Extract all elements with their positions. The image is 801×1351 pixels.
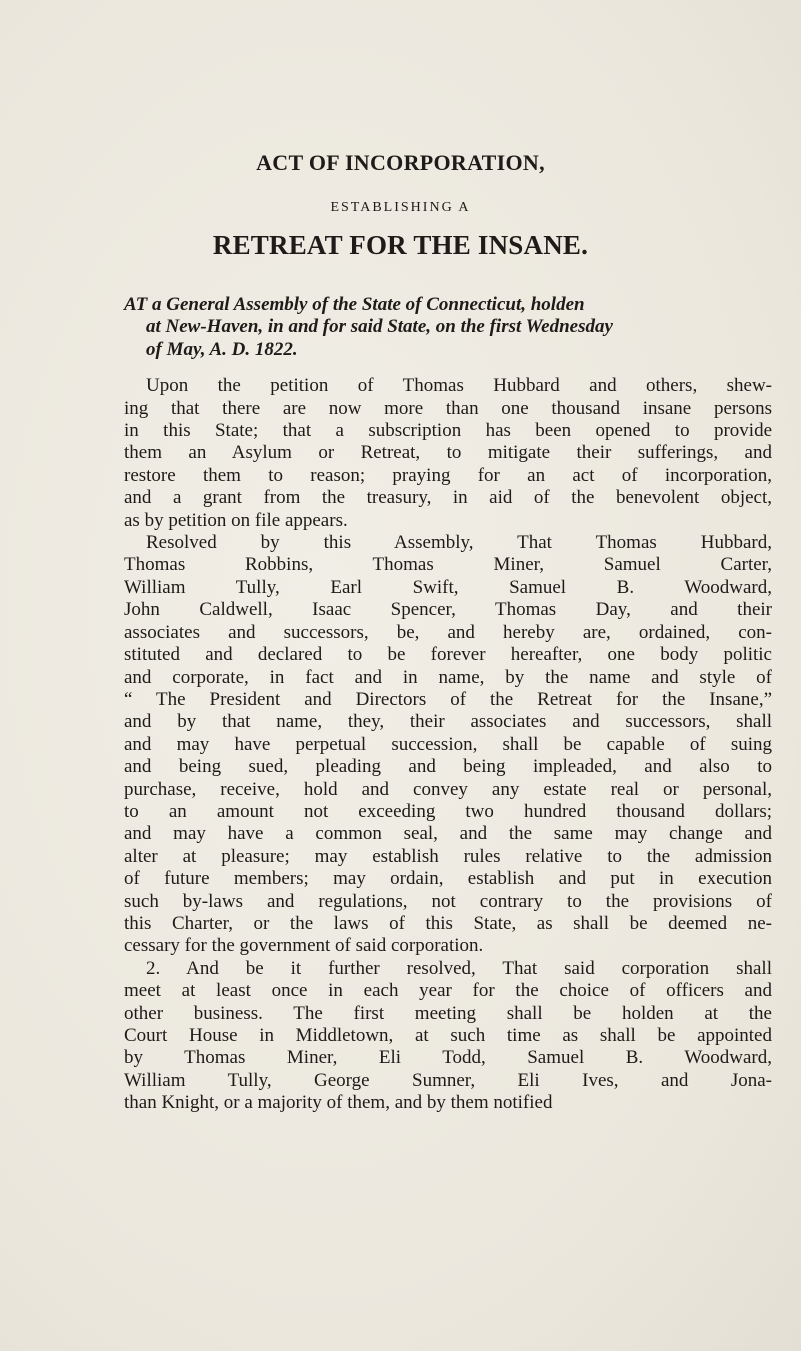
paragraph-line: William Tully, Earl Swift, Samuel B. Woodward,: [124, 576, 772, 598]
paragraph-line: meet at least once in each year for the choice of officers and: [124, 980, 772, 1002]
paragraph-line: as by petition on file appears.: [124, 509, 348, 531]
paragraph-line: this Charter, or the laws of this State, as shall be deemed ne-: [124, 912, 772, 934]
paragraph-line: such by-laws and regulations, not contrary to the provisions of: [124, 890, 772, 912]
paragraph-line: and being sued, pleading and being impleaded, and also to: [124, 756, 772, 778]
paragraph-line: than Knight, or a majority of them, and by them notified: [124, 1092, 553, 1114]
paragraph-line: William Tully, George Sumner, Eli Ives, and Jona-: [124, 1069, 772, 1091]
paragraph-line: John Caldwell, Isaac Spencer, Thomas Day, and their: [124, 599, 772, 621]
preamble-line: AT a General Assembly of the State of Connecticut, holden: [124, 294, 585, 315]
paragraph-line: restore them to reason; praying for an act of incorporation,: [124, 464, 772, 486]
paragraph-line: and a grant from the treasury, in aid of the benevolent object,: [124, 487, 772, 509]
paragraph-line: and may have a common seal, and the same may change and: [124, 823, 772, 845]
paragraph-line: associates and successors, be, and hereby are, ordained, con-: [124, 621, 772, 643]
preamble: [124, 294, 772, 361]
paragraph-line: of future members; may ordain, establish and put in execution: [124, 868, 772, 890]
paragraph-line: and corporate, in fact and in name, by the name and style of: [124, 666, 772, 688]
paragraph-line: other business. The first meeting shall be holden at the: [124, 1002, 772, 1024]
paragraph-line: Thomas Robbins, Thomas Miner, Samuel Carter,: [124, 554, 772, 576]
preamble-line: at New-Haven, in and for said State, on the first Wednesday: [146, 316, 613, 338]
paragraph-line: Resolved by this Assembly, That Thomas Hubbard,: [146, 532, 772, 554]
paragraph-line: in this State; that a subscription has been opened to provide: [124, 420, 772, 442]
document-body: [124, 294, 772, 1115]
paragraph-line: and by that name, they, their associates and successors, shall: [124, 711, 772, 733]
paragraph-line: purchase, receive, hold and convey any estate real or personal,: [124, 778, 772, 800]
resolution-paragraph: [124, 532, 772, 958]
paragraph-line: alter at pleasure; may establish rules relative to the admission: [124, 845, 772, 867]
paragraph-line: stituted and declared to be forever hereafter, one body politic: [124, 644, 772, 666]
paragraph-line: them an Asylum or Retreat, to mitigate their sufferings, and: [124, 442, 772, 464]
petition-paragraph: [124, 375, 772, 532]
paragraph-line: by Thomas Miner, Eli Todd, Samuel B. Woodward,: [124, 1047, 772, 1069]
document-title: ACT OF INCORPORATION,: [256, 150, 545, 175]
second-resolution-paragraph: [124, 958, 772, 1115]
paragraph-line: Upon the petition of Thomas Hubbard and others, shew-: [146, 375, 772, 397]
paragraph-line: to an amount not exceeding two hundred thousand dollars;: [124, 800, 772, 822]
preamble-line: of May, A. D. 1822.: [146, 338, 298, 360]
paragraph-line: “ The President and Directors of the Retreat for the Insane,”: [124, 688, 772, 710]
paragraph-line: and may have perpetual succession, shall be capable of suing: [124, 733, 772, 755]
paragraph-line: cessary for the government of said corporation.: [124, 935, 484, 957]
document-subtitle: ESTABLISHING A: [330, 200, 471, 215]
paragraph-line: Court House in Middletown, at such time as shall be appointed: [124, 1025, 772, 1046]
paragraph-line: ing that there are now more than one thousand insane persons: [124, 397, 772, 419]
paragraph-line: 2. And be it further resolved, That said corporation shall: [146, 957, 772, 979]
document-headline: RETREAT FOR THE INSANE.: [212, 230, 589, 260]
